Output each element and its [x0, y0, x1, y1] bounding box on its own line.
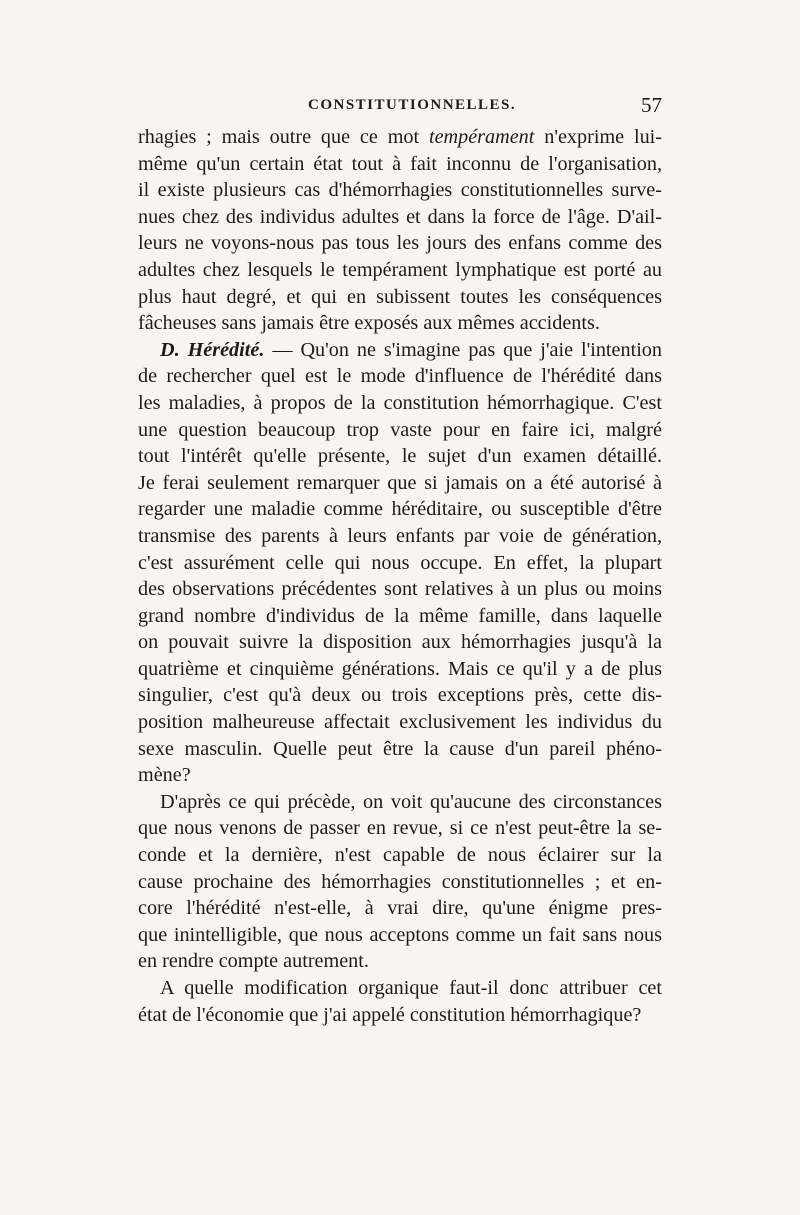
text-line — [138, 975, 662, 1002]
line-text: les maladies, à propos de la constitution hémorrhagique. C'est — [138, 391, 662, 414]
text-line — [138, 762, 662, 789]
text-line — [138, 417, 662, 444]
text-line — [138, 895, 662, 922]
line-text: adultes chez lesquels le tempérament lymphatique est porté au — [138, 258, 662, 281]
line-text: core l'hérédité n'est-elle, à vrai dire, qu'une énigme pres- — [138, 897, 662, 920]
line-text: de rechercher quel est le mode d'influence de l'hérédité dans — [138, 365, 662, 388]
line-text: on pouvait suivre la disposition aux hémorrhagies jusqu'à la — [138, 631, 662, 654]
line-text: sexe masculin. Quelle peut être la cause d'un pareil phéno- — [138, 737, 662, 760]
text-line — [138, 789, 662, 816]
text-line — [138, 523, 662, 550]
line-text: n'exprime lui- — [534, 126, 662, 148]
text-line — [138, 284, 662, 311]
text-line — [138, 815, 662, 842]
text-line — [138, 390, 662, 417]
line-text: que nous venons de passer en revue, si ce n'est peut-être la se- — [138, 817, 662, 840]
line-text: D'après ce qui précède, on voit qu'aucune des circonstances — [160, 790, 662, 813]
line-text: leurs ne voyons-nous pas tous les jours des enfans comme des — [138, 232, 662, 255]
page-number: 57 — [641, 93, 662, 117]
text-line — [138, 257, 662, 284]
text-line — [138, 124, 662, 151]
running-head: CONSTITUTIONNELLES. — [308, 97, 517, 113]
line-text: il existe plusieurs cas d'hémorrhagies constitutionnelles surve- — [138, 179, 662, 202]
line-text: regarder une maladie comme héréditaire, ou susceptible d'être — [138, 498, 662, 521]
line-text: quatrième et cinquième générations. Mais ce qu'il y a de plus — [138, 657, 662, 680]
text-line — [138, 656, 662, 683]
line-text: conde et la dernière, n'est capable de nous éclairer sur la — [138, 844, 662, 867]
text-line — [138, 337, 662, 364]
line-text: des observations précédentes sont relatives à un plus ou moins — [138, 578, 662, 601]
text-line — [138, 603, 662, 630]
line-text: Je ferai seulement remarquer que si jamais on a été autorisé à — [138, 471, 662, 494]
text-line — [138, 629, 662, 656]
line-text: c'est assurément celle qui nous occupe. En effet, la plupart — [138, 551, 662, 574]
text-line — [138, 736, 662, 763]
text-line — [138, 310, 662, 337]
line-text: état de l'économie que j'ai appelé constitution hémorrhagique? — [138, 1003, 642, 1026]
line-text: position malheureuse affectait exclusivement les individus du — [138, 711, 662, 734]
text-line — [138, 550, 662, 577]
line-text: rhagies ; mais outre que ce mot — [138, 126, 429, 148]
text-line — [138, 869, 662, 896]
text-line — [138, 204, 662, 231]
text-line — [138, 151, 662, 178]
line-text: fâcheuses sans jamais être exposés aux mêmes accidents. — [138, 312, 600, 335]
line-text: grand nombre d'individus de la même famille, dans laquelle — [138, 604, 662, 627]
text-line — [138, 1002, 662, 1029]
text-line — [138, 177, 662, 204]
text-line — [138, 363, 662, 390]
section-heading: D. Hérédité. — [160, 338, 265, 361]
text-line — [138, 443, 662, 470]
line-text: singulier, c'est qu'à deux ou trois exceptions près, cette dis- — [138, 684, 662, 707]
emphasized-term: tempérament — [428, 126, 535, 148]
line-text: cause prochaine des hémorrhagies constitutionnelles ; et en- — [138, 870, 662, 893]
line-text: A quelle modification organique faut-il donc attribuer cet — [160, 977, 662, 999]
line-text: — Qu'on ne s'imagine pas que j'aie l'intention — [264, 338, 662, 361]
text-line — [138, 230, 662, 257]
line-text: mène? — [138, 764, 191, 787]
line-text: plus haut degré, et qui en subissent toutes les conséquences — [138, 285, 662, 308]
line-text: que inintelligible, que nous acceptons comme un fait sans nous — [138, 923, 662, 946]
line-text: tout l'intérêt qu'elle présente, le sujet d'un examen détaillé. — [138, 445, 662, 468]
text-line — [138, 842, 662, 869]
text-line — [138, 470, 662, 497]
line-text: nues chez des individus adultes et dans la force de l'âge. D'ail- — [138, 205, 662, 228]
line-text: transmise des parents à leurs enfants par voie de génération, — [138, 524, 662, 547]
text-line — [138, 576, 662, 603]
line-text: même qu'un certain état tout à fait inconnu de l'organisation, — [138, 152, 662, 175]
text-line — [138, 709, 662, 736]
text-line — [138, 948, 662, 975]
text-line — [138, 682, 662, 709]
text-line — [138, 496, 662, 523]
line-text: une question beaucoup trop vaste pour en faire ici, malgré — [138, 418, 662, 441]
line-text: en rendre compte autrement. — [138, 950, 369, 973]
text-line — [138, 922, 662, 949]
body-text — [138, 124, 662, 1028]
